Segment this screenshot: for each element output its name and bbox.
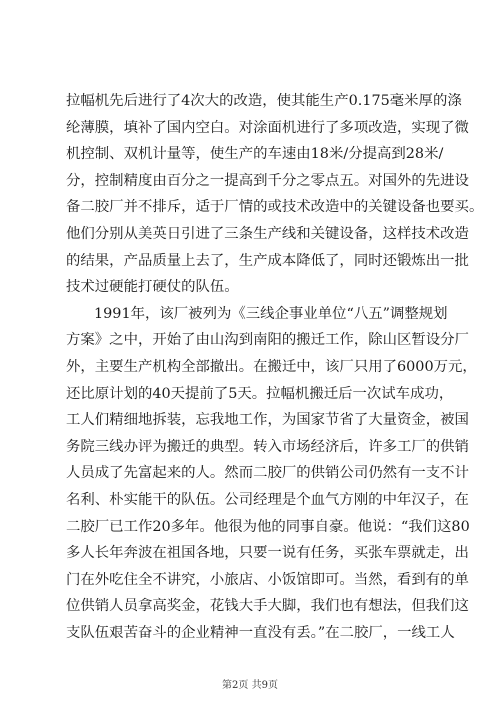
text-line: 多人长年奔波在祖国各地，只要一说有任务，买张车票就走，出 bbox=[66, 545, 469, 562]
text-line: 支队伍艰苦奋斗的企业精神一直没有丢。”在二胶厂，一线工人 bbox=[66, 624, 455, 641]
text-line: 位供销人员拿高奖金，花钱大手大脚，我们也有想法，但我们这 bbox=[66, 598, 469, 615]
text-line: 1991年，该厂被列为《三线企事业单位“八五”调整规划 bbox=[94, 305, 448, 322]
text-line: 的结果，产品质量上去了，生产成本降低了，同时还锻炼出一批 bbox=[66, 252, 469, 269]
text-line: 备二胶厂并不排斥，适于厂情的或技术改造中的关键设备也要买。 bbox=[66, 199, 484, 216]
text-line: 务院三线办评为搬迁的典型。转入市场经济后，许多工厂的供销 bbox=[66, 438, 469, 455]
body-text bbox=[66, 88, 484, 646]
paragraph-1 bbox=[66, 88, 484, 301]
text-line: 外，主要生产机构全部撤出。在搬迁中，该厂只用了6000万元， bbox=[66, 358, 477, 375]
text-line: 拉幅机先后进行了4次大的改造，使其能生产0.175毫米厚的涤 bbox=[66, 93, 462, 109]
text-line: 工人们精细地拆装，忘我地工作，为国家节省了大量资金，被国 bbox=[66, 412, 469, 429]
text-line: 技术过硬能打硬仗的队伍。 bbox=[66, 279, 239, 296]
text-line: 二胶厂已工作20多年。他很为他的同事自豪。他说：“我们这80 bbox=[66, 518, 470, 535]
page-number-footer: 第2页 共9页 bbox=[222, 680, 278, 691]
text-line: 机控制、双机计量等，使生产的车速由18米/分提高到28米/ bbox=[66, 146, 444, 163]
text-line: 纶薄膜，填补了国内空白。对涂面机进行了多项改造，实现了微 bbox=[66, 119, 469, 136]
text-line: 还比原计划的40天提前了5天。拉幅机搬迁后一次试车成功， bbox=[66, 385, 454, 402]
text-line: 他们分别从美英日引进了三条生产线和关键设备，这样技术改造 bbox=[66, 225, 469, 242]
text-line: 人员成了先富起来的人。然而二胶厂的供销公司仍然有一支不计 bbox=[66, 465, 469, 482]
text-line: 名利、朴实能干的队伍。公司经理是个血气方刚的中年汉子，在 bbox=[66, 491, 469, 508]
text-line: 方案》之中，开始了由山沟到南阳的搬迁工作，除山区暂设分厂 bbox=[66, 332, 469, 349]
text-line: 分，控制精度由百分之一提高到千分之零点五。对国外的先进设 bbox=[66, 172, 469, 189]
text-line: 门在外吃住全不讲究，小旅店、小饭馆即可。当然，看到有的单 bbox=[66, 571, 469, 588]
paragraph-2 bbox=[66, 301, 477, 647]
